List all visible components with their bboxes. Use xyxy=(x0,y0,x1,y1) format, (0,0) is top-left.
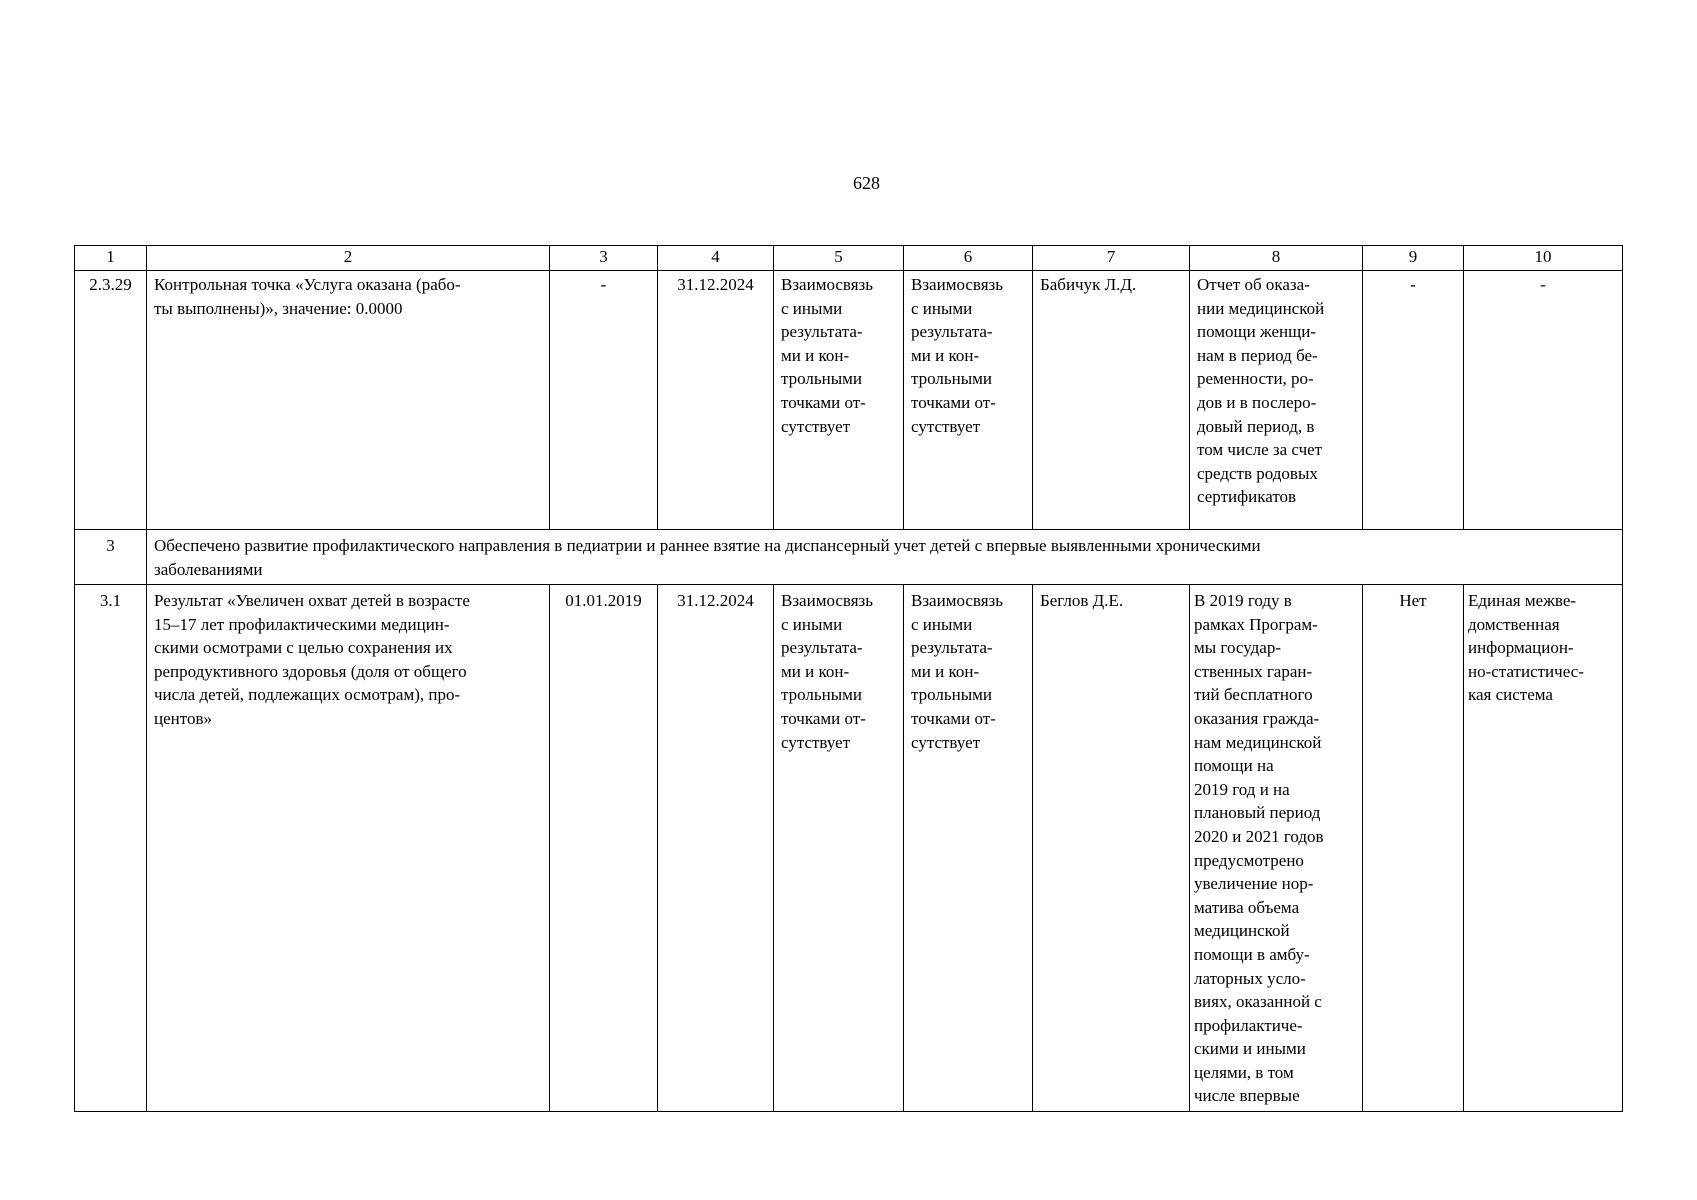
row-responsible: Бабичук Л.Д. xyxy=(1033,271,1190,530)
section-number: 3 xyxy=(75,530,147,585)
column-number-row xyxy=(75,246,1623,271)
row-col9: Нет xyxy=(1363,585,1464,1112)
page-number: 628 xyxy=(853,173,880,193)
row-name: Контрольная точка «Услуга оказана (рабо- ты выполнены)», значение: 0.0000 xyxy=(147,271,550,530)
row-end-date: 31.12.2024 xyxy=(658,585,774,1112)
row-link-prev: Взаимосвязь с иными результата- ми и кон- трольными точками от- сутствует xyxy=(774,585,904,1112)
column-number: 9 xyxy=(1363,246,1464,271)
column-number: 5 xyxy=(774,246,904,271)
row-start-date: - xyxy=(550,271,658,530)
row-start-date: 01.01.2019 xyxy=(550,585,658,1112)
row-description: В 2019 году в рамках Програм- мы государ- ственных гаран- тий бесплатного оказания гражда- нам медицинской помощи на 2019 год и на плановый период 2020 и 2021 годов предусмотрено увеличение нор- матива объема медицинской помощи в амбу- латорных усло- виях, оказанной с профилактиче- скими и иными целями, в том числе впервые xyxy=(1190,585,1363,1112)
section-text: Обеспечено развитие профилактического направления в педиатрии и раннее взятие на диспансерный учет детей с впервые выявленными хроническими заболеваниями xyxy=(147,530,1623,585)
column-number: 8 xyxy=(1190,246,1363,271)
row-end-date: 31.12.2024 xyxy=(658,271,774,530)
column-number: 4 xyxy=(658,246,774,271)
row-link-prev: Взаимосвязь с иными результата- ми и кон- трольными точками от- сутствует xyxy=(774,271,904,530)
row-link-next: Взаимосвязь с иными результата- ми и кон- трольными точками от- сутствует xyxy=(904,585,1033,1112)
row-link-next: Взаимосвязь с иными результата- ми и кон- трольными точками от- сутствует xyxy=(904,271,1033,530)
column-number: 3 xyxy=(550,246,658,271)
row-number: 2.3.29 xyxy=(75,271,147,530)
column-number: 1 xyxy=(75,246,147,271)
column-number: 6 xyxy=(904,246,1033,271)
table-row xyxy=(75,585,1623,1112)
section-row xyxy=(75,530,1623,585)
row-col10: Единая межве- домственная информацион- но-статистичес- кая система xyxy=(1464,585,1623,1112)
column-number: 7 xyxy=(1033,246,1190,271)
row-number: 3.1 xyxy=(75,585,147,1112)
column-number: 10 xyxy=(1464,246,1623,271)
row-name: Результат «Увеличен охват детей в возрасте 15–17 лет профилактическими медицин- скими осмотрами с целью сохранения их репродуктивного здоровья (доля от общего числа детей, подлежащих осмотрам), про- центов» xyxy=(147,585,550,1112)
column-number: 2 xyxy=(147,246,550,271)
row-col9: - xyxy=(1363,271,1464,530)
table-row xyxy=(75,271,1623,530)
row-col10: - xyxy=(1464,271,1623,530)
row-responsible: Беглов Д.Е. xyxy=(1033,585,1190,1112)
plan-table xyxy=(74,245,1623,1112)
row-description: Отчет об оказа- нии медицинской помощи женщи- нам в период бе- ременности, ро- дов и в послеро- довый период, в том числе за счет средств родовых сертификатов xyxy=(1190,271,1363,530)
